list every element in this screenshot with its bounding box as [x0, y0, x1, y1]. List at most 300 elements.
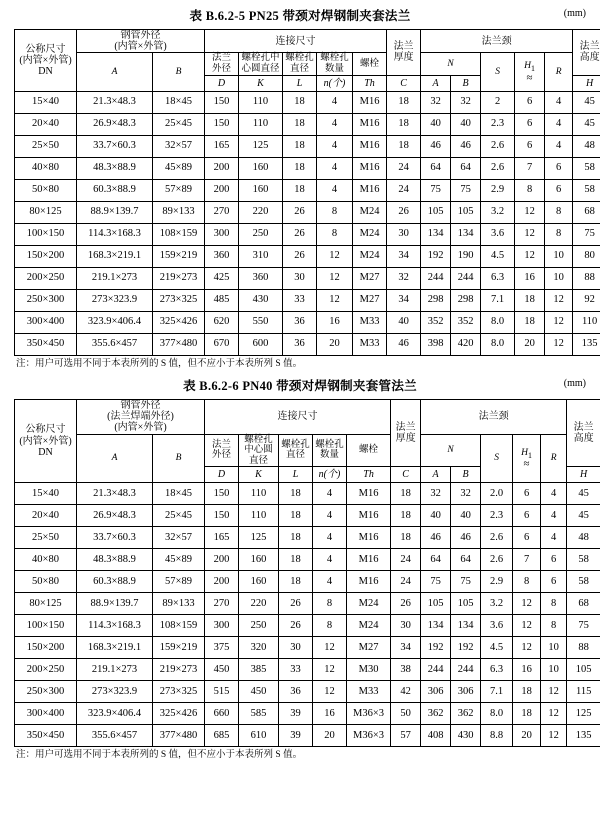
table-cell: 18	[391, 527, 421, 549]
table-cell: 8.8	[481, 725, 513, 747]
table-cell: 6	[541, 571, 567, 593]
table-cell: 32×57	[153, 135, 205, 157]
table-cell: 8	[545, 201, 573, 223]
table-cell: 352	[421, 311, 451, 333]
table-cell: 21.3×48.3	[77, 91, 153, 113]
table-row	[15, 201, 600, 223]
table-cell: 32	[421, 91, 451, 113]
table-cell: 34	[391, 637, 421, 659]
symbol-L-1: L	[283, 75, 317, 91]
table-cell: 88.9×139.7	[77, 593, 153, 615]
table-cell: 18	[283, 135, 317, 157]
table-cell: M24	[353, 223, 387, 245]
table-cell: 4	[541, 483, 567, 505]
table-cell: 450	[239, 681, 279, 703]
header-thickness-1: 法兰 厚度	[387, 30, 421, 76]
table-cell: 57×89	[153, 179, 205, 201]
table-cell: 160	[239, 179, 283, 201]
table-cell: 12	[515, 245, 545, 267]
table-cell: 352	[451, 311, 481, 333]
table-cell: 134	[421, 615, 451, 637]
table-cell: 48	[567, 527, 600, 549]
table-cell: 58	[573, 157, 600, 179]
table-cell: M33	[353, 333, 387, 355]
table-cell: 33.7×60.3	[77, 527, 153, 549]
table-note-2: 注：用户可选用不同于本表所列的 S 值，但不应小于本表所列 S 值。	[16, 750, 303, 761]
table-cell: 26.9×48.3	[77, 113, 153, 135]
table-cell: 38	[391, 659, 421, 681]
table-cell: 8	[541, 615, 567, 637]
header-row-sub-1	[15, 53, 600, 75]
table-cell: 4.5	[481, 245, 515, 267]
table-row	[15, 527, 600, 549]
table-cell: 12	[545, 333, 573, 355]
table-cell: 89×133	[153, 201, 205, 223]
table-cell: 18	[387, 91, 421, 113]
table-block-2	[14, 376, 594, 762]
table-cell: 670	[205, 333, 239, 355]
table-cell: 12	[541, 703, 567, 725]
table-cell: 18	[283, 157, 317, 179]
table-cell: M33	[353, 311, 387, 333]
table-cell: 25×45	[153, 505, 205, 527]
table-cell: 2.9	[481, 571, 513, 593]
table-cell: 10	[541, 637, 567, 659]
table-cell: 39	[279, 703, 313, 725]
table-cell: 18	[283, 113, 317, 135]
table-cell: 377×480	[153, 725, 205, 747]
table-cell: 45	[573, 91, 600, 113]
table-cell: 32×57	[153, 527, 205, 549]
table-cell: 610	[239, 725, 279, 747]
table-cell: 250	[239, 223, 283, 245]
table-cell: 18	[391, 483, 421, 505]
table-cell: 60.3×88.9	[77, 571, 153, 593]
table-cell: 25×50	[15, 135, 77, 157]
flange-table-2	[14, 399, 600, 747]
table-row	[15, 179, 600, 201]
table-cell: M16	[347, 483, 391, 505]
table-cell: 12	[313, 681, 347, 703]
table-cell: 24	[391, 549, 421, 571]
table-cell: 4.5	[481, 637, 513, 659]
table-row	[15, 91, 600, 113]
table-note-1: 注：用户可选用不同于本表所列的 S 值，但不应小于本表所列 S 值。	[16, 358, 303, 369]
table-cell: 8	[313, 593, 347, 615]
table-cell: 485	[205, 289, 239, 311]
table-cell: 4	[317, 135, 353, 157]
table-cell: M16	[353, 157, 387, 179]
table-cell: 300	[205, 223, 239, 245]
header-nominal-size-2: 公称尺寸 (内管×外管) DN	[15, 399, 77, 482]
table-cell: 270	[205, 593, 239, 615]
table-cell: 40	[421, 505, 451, 527]
table-cell: 58	[573, 179, 600, 201]
header-row-main-2	[15, 399, 600, 434]
table-cell: 18	[279, 483, 313, 505]
flange-table-1	[14, 29, 600, 356]
table-cell: 33	[283, 289, 317, 311]
table-cell: 110	[573, 311, 600, 333]
table-cell: 18×45	[153, 483, 205, 505]
header-flange-od-2: 法兰 外径	[205, 434, 239, 467]
table-cell: 12	[515, 201, 545, 223]
table-cell: 300	[205, 615, 239, 637]
table-cell: 150	[205, 483, 239, 505]
table-cell: 273×325	[153, 289, 205, 311]
table-cell: 80	[573, 245, 600, 267]
symbol-Th-1: Th	[353, 75, 387, 91]
table-cell: 30	[279, 637, 313, 659]
table-cell: 12	[317, 245, 353, 267]
table-cell: 450	[205, 659, 239, 681]
table-cell: 12	[513, 593, 541, 615]
table-row	[15, 549, 600, 571]
table-cell: 244	[451, 267, 481, 289]
table-cell: 105	[451, 593, 481, 615]
table-cell: 159×219	[153, 637, 205, 659]
table-cell: 160	[239, 571, 279, 593]
table-cell: 298	[451, 289, 481, 311]
table-cell: 75	[567, 615, 600, 637]
table-cell: 18	[513, 681, 541, 703]
table-cell: 306	[421, 681, 451, 703]
table-row	[15, 505, 600, 527]
table-cell: 2.0	[481, 483, 513, 505]
header-neck-S-1: S	[481, 53, 515, 91]
table-cell: 168.3×219.1	[77, 637, 153, 659]
header-colA-1: A	[77, 53, 153, 91]
table-cell: 8.0	[481, 703, 513, 725]
table-cell: 45×89	[153, 549, 205, 571]
table-cell: 244	[421, 267, 451, 289]
table-cell: 4	[313, 549, 347, 571]
table-cell: 200×250	[15, 267, 77, 289]
header-neck-N-1: N	[421, 53, 481, 75]
table-cell: 6	[515, 135, 545, 157]
table-cell: 32	[451, 91, 481, 113]
table-cell: 18	[387, 135, 421, 157]
table-cell: 45	[573, 113, 600, 135]
header-neck-R-2: R	[541, 434, 567, 483]
table-cell: 219×273	[153, 267, 205, 289]
table-cell: 34	[387, 289, 421, 311]
table-cell: 105	[421, 593, 451, 615]
table-cell: 12	[513, 637, 541, 659]
table-cell: 4	[545, 135, 573, 157]
table-cell: 18	[279, 505, 313, 527]
table-cell: 2	[481, 91, 515, 113]
table-cell: 362	[451, 703, 481, 725]
table-row	[15, 113, 600, 135]
table-cell: 88	[567, 637, 600, 659]
table-cell: 110	[239, 505, 279, 527]
header-colB-2: B	[153, 434, 205, 483]
table-cell: 26	[283, 245, 317, 267]
table-cell: 150	[205, 505, 239, 527]
table-cell: 4	[317, 179, 353, 201]
table-cell: 16	[313, 703, 347, 725]
table-cell: 273×323.9	[77, 681, 153, 703]
header-bolt-circle-2: 螺栓孔 中心圆 直径	[239, 434, 279, 467]
table-cell: 550	[239, 311, 283, 333]
table-cell: 2.3	[481, 505, 513, 527]
table-cell: 165	[205, 135, 239, 157]
table-cell: 45	[567, 483, 600, 505]
table-cell: 4	[317, 157, 353, 179]
table-cell: 7.1	[481, 289, 515, 311]
table-cell: 4	[545, 91, 573, 113]
header-pipe-od-1: 钢管外径 (内管×外管)	[77, 30, 205, 53]
table-cell: 160	[239, 549, 279, 571]
header-neck-S-2: S	[481, 434, 513, 483]
table-cell: M36×3	[347, 703, 391, 725]
table-cell: 325×426	[153, 703, 205, 725]
symbol-K-2: K	[239, 467, 279, 483]
table-cell: 80×125	[15, 593, 77, 615]
table-cell: M16	[353, 179, 387, 201]
table-cell: 4	[317, 113, 353, 135]
table-cell: M16	[347, 505, 391, 527]
table-cell: 26	[279, 615, 313, 637]
table-cell: 620	[205, 311, 239, 333]
table-cell: 298	[421, 289, 451, 311]
table-cell: 20	[515, 333, 545, 355]
table-cell: 350×450	[15, 725, 77, 747]
header-neck-H1-2: $H_1$ ≈	[513, 434, 541, 483]
table-cell: M16	[353, 91, 387, 113]
table-cell: 36	[283, 311, 317, 333]
table-cell: 8.0	[481, 333, 515, 355]
table-cell: 306	[451, 681, 481, 703]
table-cell: 125	[239, 135, 283, 157]
table-cell: 12	[313, 659, 347, 681]
header-nominal-size-1: 公称尺寸 (内管×外管) DN	[15, 30, 77, 92]
table-row	[15, 637, 600, 659]
table-cell: 68	[567, 593, 600, 615]
symbol-neck-A-2: A	[421, 467, 451, 483]
table-cell: 408	[421, 725, 451, 747]
symbol-neck-A-1: A	[421, 75, 451, 91]
table-cell: 20×40	[15, 505, 77, 527]
table-cell: 398	[421, 333, 451, 355]
table-cell: M30	[347, 659, 391, 681]
table-cell: 6	[513, 483, 541, 505]
table-cell: 26	[283, 223, 317, 245]
table-cell: 12	[313, 637, 347, 659]
table-cell: 30	[391, 615, 421, 637]
table-cell: 6	[545, 179, 573, 201]
table-cell: 375	[205, 637, 239, 659]
table-cell: 150×200	[15, 637, 77, 659]
table-cell: 12	[541, 725, 567, 747]
table-cell: 42	[391, 681, 421, 703]
table-cell: 20	[313, 725, 347, 747]
table-cell: 46	[451, 527, 481, 549]
header-connection-2: 连接尺寸	[205, 399, 391, 434]
table-cell: 40×80	[15, 549, 77, 571]
table-cell: 3.6	[481, 615, 513, 637]
table-cell: 34	[387, 245, 421, 267]
table-cell: 250×300	[15, 289, 77, 311]
table-cell: 18×45	[153, 91, 205, 113]
table-cell: 4	[313, 571, 347, 593]
symbol-C-1: C	[387, 75, 421, 91]
table-cell: 425	[205, 267, 239, 289]
table-cell: 50×80	[15, 179, 77, 201]
table-cell: 244	[451, 659, 481, 681]
symbol-neck-B-2: B	[451, 467, 481, 483]
header-bolt-1: 螺栓	[353, 53, 387, 75]
table-cell: 110	[239, 483, 279, 505]
table-row	[15, 311, 600, 333]
table-cell: 24	[391, 571, 421, 593]
table-row	[15, 267, 600, 289]
header-pipe-od-2: 钢管外径 (法兰焊端外径) (内管×外管)	[77, 399, 205, 434]
symbol-H-1: H	[573, 75, 600, 91]
table-cell: 3.6	[481, 223, 515, 245]
table-cell: 10	[545, 267, 573, 289]
table-cell: 46	[421, 135, 451, 157]
table-cell: 40	[421, 113, 451, 135]
table-cell: 12	[541, 681, 567, 703]
table-cell: 48.3×88.9	[77, 157, 153, 179]
table-cell: 46	[451, 135, 481, 157]
table-cell: 10	[541, 659, 567, 681]
table-cell: 108×159	[153, 223, 205, 245]
table-cell: 360	[205, 245, 239, 267]
table-cell: 40	[387, 311, 421, 333]
table-cell: 18	[515, 311, 545, 333]
header-colA-2: A	[77, 434, 153, 483]
table-cell: 323.9×406.4	[77, 703, 153, 725]
symbol-H-2: H	[567, 467, 600, 483]
table-cell: 18	[513, 703, 541, 725]
table-cell: 2.9	[481, 179, 515, 201]
table-cell: 108×159	[153, 615, 205, 637]
table-cell: 4	[317, 91, 353, 113]
table-cell: 6.3	[481, 659, 513, 681]
table-cell: 660	[205, 703, 239, 725]
table-cell: 585	[239, 703, 279, 725]
table-cell: 6	[513, 505, 541, 527]
table-cell: M24	[353, 245, 387, 267]
symbol-n-2: n(个)	[313, 467, 347, 483]
symbol-L-2: L	[279, 467, 313, 483]
header-flange-od-1: 法兰 外径	[205, 53, 239, 75]
table-cell: 320	[239, 637, 279, 659]
table-cell: 168.3×219.1	[77, 245, 153, 267]
table-row	[15, 659, 600, 681]
table-cell: 75	[451, 571, 481, 593]
table-cell: 15×40	[15, 91, 77, 113]
table-unit-1: (mm)	[563, 8, 586, 19]
table-cell: 4	[541, 505, 567, 527]
table-cell: 192	[421, 245, 451, 267]
table-cell: 515	[205, 681, 239, 703]
table-cell: 377×480	[153, 333, 205, 355]
table-cell: M16	[353, 135, 387, 157]
table-cell: 125	[239, 527, 279, 549]
table-cell: 8.0	[481, 311, 515, 333]
table-cell: 2.6	[481, 135, 515, 157]
table-cell: 18	[515, 289, 545, 311]
table-cell: 48	[573, 135, 600, 157]
table-row	[15, 615, 600, 637]
table-cell: 300×400	[15, 703, 77, 725]
table-cell: 8	[541, 593, 567, 615]
table-cell: 64	[451, 549, 481, 571]
table-cell: 10	[545, 245, 573, 267]
table-row	[15, 483, 600, 505]
header-neck-H1-1: $H_1$ ≈	[515, 53, 545, 91]
table-cell: 26	[279, 593, 313, 615]
table-cell: 600	[239, 333, 283, 355]
table-caption-2: 表 B.6.2-6 PN40 带颈对焊钢制夹套管法兰	[183, 378, 417, 393]
header-bolt-hole-count-2: 螺栓孔 数量	[313, 434, 347, 467]
header-bolt-2: 螺栓	[347, 434, 391, 467]
table-unit-2: (mm)	[563, 377, 586, 389]
table-cell: 350×450	[15, 333, 77, 355]
table-cell: 105	[451, 201, 481, 223]
table-cell: 75	[573, 223, 600, 245]
table-cell: 88.9×139.7	[77, 201, 153, 223]
table-cell: 310	[239, 245, 283, 267]
table-cell: 4	[313, 527, 347, 549]
table-row	[15, 157, 600, 179]
table-cell: M27	[353, 289, 387, 311]
header-neck-1: 法兰颈	[421, 30, 573, 53]
table-cell: 24	[387, 157, 421, 179]
header-neck-R-1: R	[545, 53, 573, 91]
table-cell: 46	[421, 527, 451, 549]
table-cell: 26	[387, 201, 421, 223]
table-cell: 200	[205, 549, 239, 571]
table-cell: 8	[515, 179, 545, 201]
header-bolt-circle-1: 螺栓孔中 心圆直径	[239, 53, 283, 75]
table-cell: M24	[347, 615, 391, 637]
table-cell: 20×40	[15, 113, 77, 135]
table-cell: 40	[451, 505, 481, 527]
table-cell: 200	[205, 571, 239, 593]
table-cell: 16	[515, 267, 545, 289]
table-cell: 190	[451, 245, 481, 267]
table-cell: 270	[205, 201, 239, 223]
symbol-D-2: D	[205, 467, 239, 483]
table-cell: 150	[205, 113, 239, 135]
table-cell: 68	[573, 201, 600, 223]
table-cell: 75	[421, 179, 451, 201]
table-cell: 4	[313, 505, 347, 527]
table-row	[15, 333, 600, 355]
header-bolt-hole-count-1: 螺栓孔 数量	[317, 53, 353, 75]
table-cell: 105	[421, 201, 451, 223]
table-cell: 64	[421, 157, 451, 179]
table-cell: 12	[317, 289, 353, 311]
table-cell: 58	[567, 549, 600, 571]
table-cell: 16	[513, 659, 541, 681]
symbol-neck-B-1: B	[451, 75, 481, 91]
table-cell: 18	[391, 505, 421, 527]
table-body-2	[15, 483, 600, 747]
table-row	[15, 245, 600, 267]
table-cell: 39	[279, 725, 313, 747]
table-cell: 110	[239, 113, 283, 135]
table-cell: 36	[279, 681, 313, 703]
table-cell: 26.9×48.3	[77, 505, 153, 527]
table-cell: M33	[347, 681, 391, 703]
table-cell: 385	[239, 659, 279, 681]
